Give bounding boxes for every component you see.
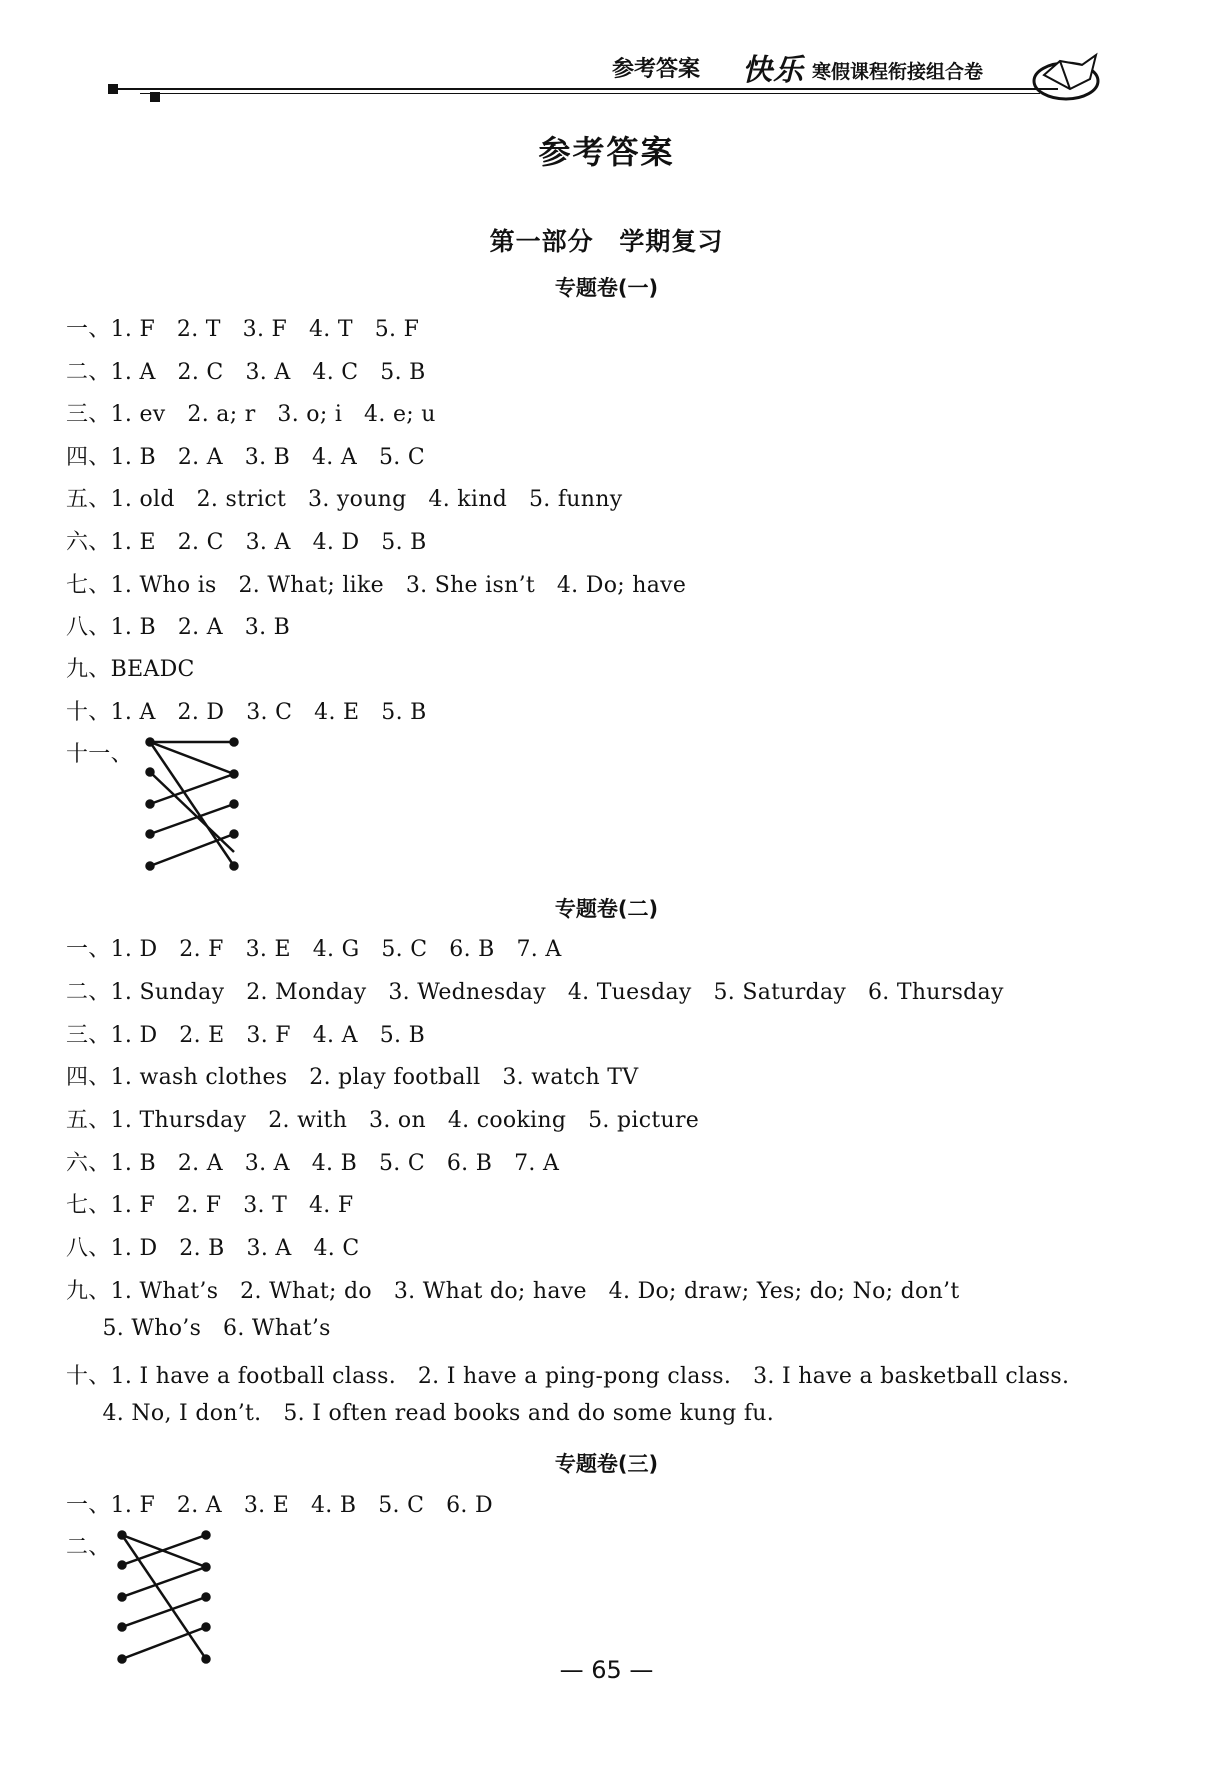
page-number: — 65 — <box>559 1656 654 1684</box>
answer-line: 九、BEADC <box>66 657 195 682</box>
answer-line: 十一、 <box>66 742 133 767</box>
header-ref-label: 参考答案 <box>612 57 701 82</box>
answer-line: 一、1. D 2. F 3. E 4. G 5. C 6. B 7. A <box>66 937 562 962</box>
page-header <box>0 0 1213 110</box>
answer-line: 六、1. E 2. C 3. A 4. D 5. B <box>66 530 427 555</box>
section-title: 专题卷(二) <box>554 897 659 921</box>
book-logo-icon <box>1030 45 1110 105</box>
answer-line: 四、1. B 2. A 3. B 4. A 5. C <box>66 445 425 470</box>
header-square-mark <box>150 92 160 102</box>
header-square-mark <box>108 84 118 94</box>
answer-line: 九、1. What’s 2. What; do 3. What do; have 4. Do; draw; Yes; do; No; don’t <box>66 1279 960 1304</box>
answer-line: 4. No, I don’t. 5. I often read books and do some kung fu. <box>66 1401 775 1426</box>
answer-line: 三、1. ev 2. a; r 3. o; i 4. e; u <box>66 402 436 427</box>
answer-line: 五、1. Thursday 2. with 3. on 4. cooking 5. picture <box>66 1108 700 1133</box>
answer-line: 七、1. F 2. F 3. T 4. F <box>66 1193 354 1218</box>
answer-line: 二、1. Sunday 2. Monday 3. Wednesday 4. Tuesday 5. Saturday 6. Thursday <box>66 980 1004 1005</box>
answer-line: 八、1. B 2. A 3. B <box>66 615 291 640</box>
answer-line: 二、 <box>66 1535 111 1560</box>
answer-line: 一、1. F 2. T 3. F 4. T 5. F <box>66 317 420 342</box>
answer-line: 七、1. Who is 2. What; like 3. She isn’t 4. Do; have <box>66 573 687 598</box>
header-rule-thin <box>140 93 1040 94</box>
part-title: 第一部分 学期复习 <box>489 227 724 256</box>
answer-line: 一、1. F 2. A 3. E 4. B 5. C 6. D <box>66 1493 493 1518</box>
header-brand: 快乐 <box>742 53 804 88</box>
section-title: 专题卷(三) <box>554 1452 659 1476</box>
header-rule <box>108 88 1058 90</box>
answer-line: 十、1. I have a football class. 2. I have a ping-pong class. 3. I have a basketball class. <box>66 1364 1070 1389</box>
answer-line: 二、1. A 2. C 3. A 4. C 5. B <box>66 360 426 385</box>
answer-line: 四、1. wash clothes 2. play football 3. watch TV <box>66 1065 639 1090</box>
answer-line: 5. Who’s 6. What’s <box>66 1316 331 1341</box>
matching-diagram <box>138 732 248 882</box>
answer-line: 五、1. old 2. strict 3. young 4. kind 5. funny <box>66 487 623 512</box>
matching-diagram <box>110 1525 220 1675</box>
header-series-title: 寒假课程衔接组合卷 <box>812 61 984 83</box>
answer-line: 三、1. D 2. E 3. F 4. A 5. B <box>66 1023 426 1048</box>
answer-line: 十、1. A 2. D 3. C 4. E 5. B <box>66 700 427 725</box>
page-title: 参考答案 <box>538 133 675 171</box>
answer-line: 八、1. D 2. B 3. A 4. C <box>66 1236 360 1261</box>
section-title: 专题卷(一) <box>554 276 659 300</box>
answer-line: 六、1. B 2. A 3. A 4. B 5. C 6. B 7. A <box>66 1151 560 1176</box>
